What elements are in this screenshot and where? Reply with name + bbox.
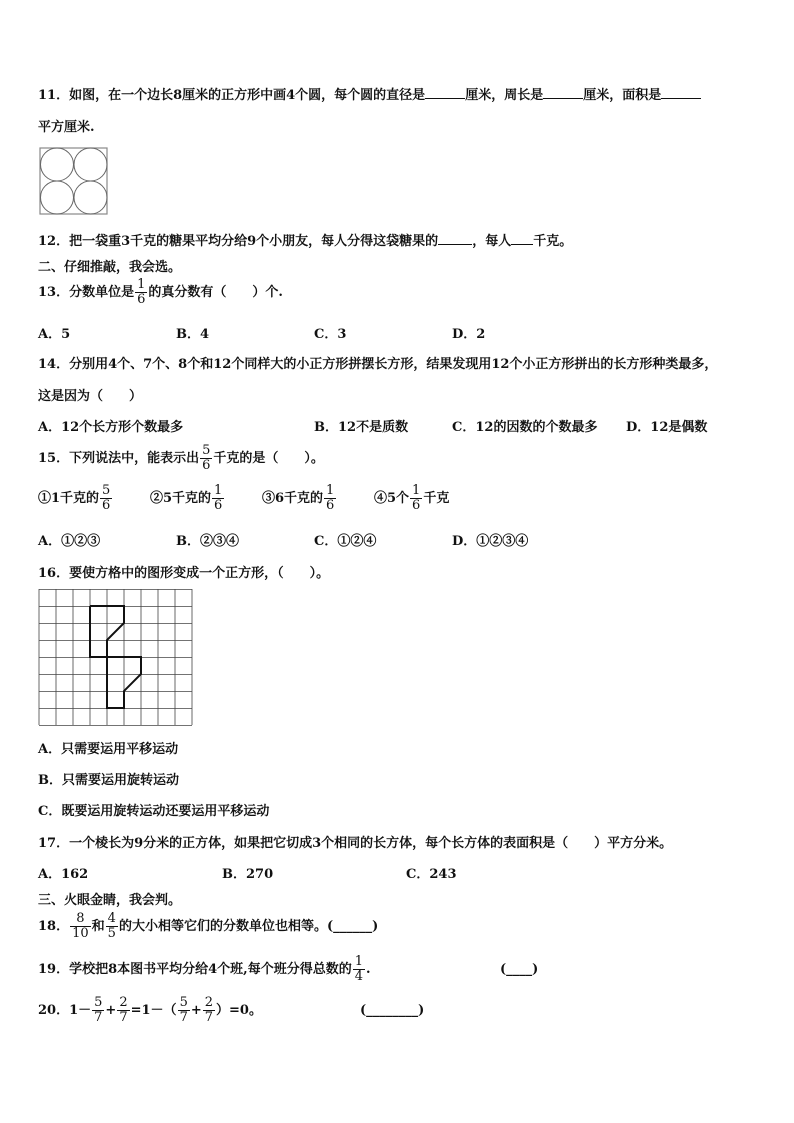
q15-statement-1: ①1千克的 $\frac{5}{6}$ — [38, 483, 111, 513]
q11-circle — [74, 148, 107, 181]
q14-option-c[interactable]: C．12的因数的个数最多 — [452, 420, 598, 435]
q14-line1: 14．分别用4个、7个、8个和12个同样大的小正方形拼摆长方形，结果发现用12个小正方形拼出的长方形种类最多， — [38, 357, 718, 372]
q15-option-c[interactable]: C．①②④ — [314, 534, 377, 549]
q17-option-b[interactable]: B．270 — [222, 867, 274, 882]
q14-option-b[interactable]: B．12不是质数 — [314, 420, 409, 435]
q12-line: 12．把一袋重3千克的糖果平均分给9个小朋友，每人分得这袋糖果的 ，每人 千克。 — [38, 234, 573, 249]
q12-blank-kg[interactable] — [511, 232, 533, 245]
q16-line: 16．要使方格中的图形变成一个正方形，（ ）。 — [38, 566, 330, 581]
q16-option-a[interactable]: A．只需要运用平移运动 — [38, 742, 179, 757]
q13-fraction: $\frac{1}{6}$ — [137, 277, 146, 307]
q14-option-d[interactable]: D．12是偶数 — [626, 420, 708, 435]
q19-fraction: $\frac{1}{4}$ — [354, 954, 363, 984]
q15-statement-2: ②5千克的 $\frac{1}{6}$ — [150, 483, 223, 513]
q19-answer-paren[interactable]: (____) — [500, 962, 539, 977]
q13-line: 13．分数单位是 $\frac{1}{6}$ 的真分数有（ ）个. — [38, 277, 283, 307]
q13-option-b[interactable]: B．4 — [176, 327, 210, 342]
q18-fraction-a: $\frac{8}{10}$ — [72, 911, 89, 941]
q11-figure-four-circles — [39, 147, 109, 215]
q16-grid-figure — [38, 589, 194, 727]
section-3-heading: 三、火眼金睛，我会判。 — [38, 893, 182, 908]
q20-answer-paren[interactable]: (________) — [360, 1003, 425, 1018]
q11-circle — [41, 181, 74, 214]
q15-option-b[interactable]: B．②③④ — [176, 534, 239, 549]
q19-line: 19．学校把8本图书平均分给4个班,每个班分得总数的 $\frac{1}{4}$ . — [38, 954, 371, 984]
q13-option-d[interactable]: D．2 — [452, 327, 486, 342]
q12-blank-fraction[interactable] — [438, 232, 472, 245]
q11-circle — [41, 148, 74, 181]
q15-line: 15．下列说法中，能表示出 $\frac{5}{6}$ 千克的是（ ）。 — [38, 443, 324, 473]
q17-option-c[interactable]: C．243 — [406, 867, 457, 882]
q11-line1: 11．如图，在一个边长8厘米的正方形中画4个圆，每个圆的直径是 厘米，周长是 厘米，面积是 — [38, 84, 701, 103]
q15-fraction: $\frac{5}{6}$ — [202, 443, 211, 473]
q11-blank-area[interactable] — [661, 86, 701, 99]
q18-fraction-b: $\frac{4}{5}$ — [107, 911, 116, 941]
q13-option-a[interactable]: A．5 — [38, 327, 71, 342]
q14-line2: 这是因为（ ） — [38, 389, 143, 404]
q16-option-b[interactable]: B．只需要运用旋转运动 — [38, 773, 179, 788]
q11-square — [40, 148, 107, 214]
q15-statement-4: ④5个 $\frac{1}{6}$ 千克 — [374, 483, 450, 513]
section-2-heading: 二、仔细推敲，我会选。 — [38, 260, 182, 275]
q20-line: 20．1－ $\frac{5}{7}$ + $\frac{2}{7}$ =1－（ $\frac{5}{7}$ + $\frac{2}{7}$ ）=0。 — [38, 995, 262, 1025]
q11-blank-circumference[interactable] — [543, 86, 583, 99]
q15-option-a[interactable]: A．①②③ — [38, 534, 101, 549]
q17-line: 17．一个棱长为9分米的正方体，如果把它切成3个相同的长方体，每个长方体的表面积是（ ）平方分米。 — [38, 836, 673, 851]
q11-blank-diameter[interactable] — [425, 86, 465, 99]
q15-option-d[interactable]: D．①②③④ — [452, 534, 529, 549]
q16-option-c[interactable]: C．既要运用旋转运动还要运用平移运动 — [38, 804, 270, 819]
q17-option-a[interactable]: A．162 — [38, 867, 89, 882]
q18-line: 18． $\frac{8}{10}$ 和 $\frac{4}{5}$ 的大小相等它们的分数单位也相等。(______) — [38, 911, 379, 941]
q13-option-c[interactable]: C．3 — [314, 327, 347, 342]
q11-line2: 平方厘米. — [38, 120, 95, 135]
q11-circle — [74, 181, 107, 214]
q14-option-a[interactable]: A．12个长方形个数最多 — [38, 420, 184, 435]
q15-statement-3: ③6千克的 $\frac{1}{6}$ — [262, 483, 335, 513]
